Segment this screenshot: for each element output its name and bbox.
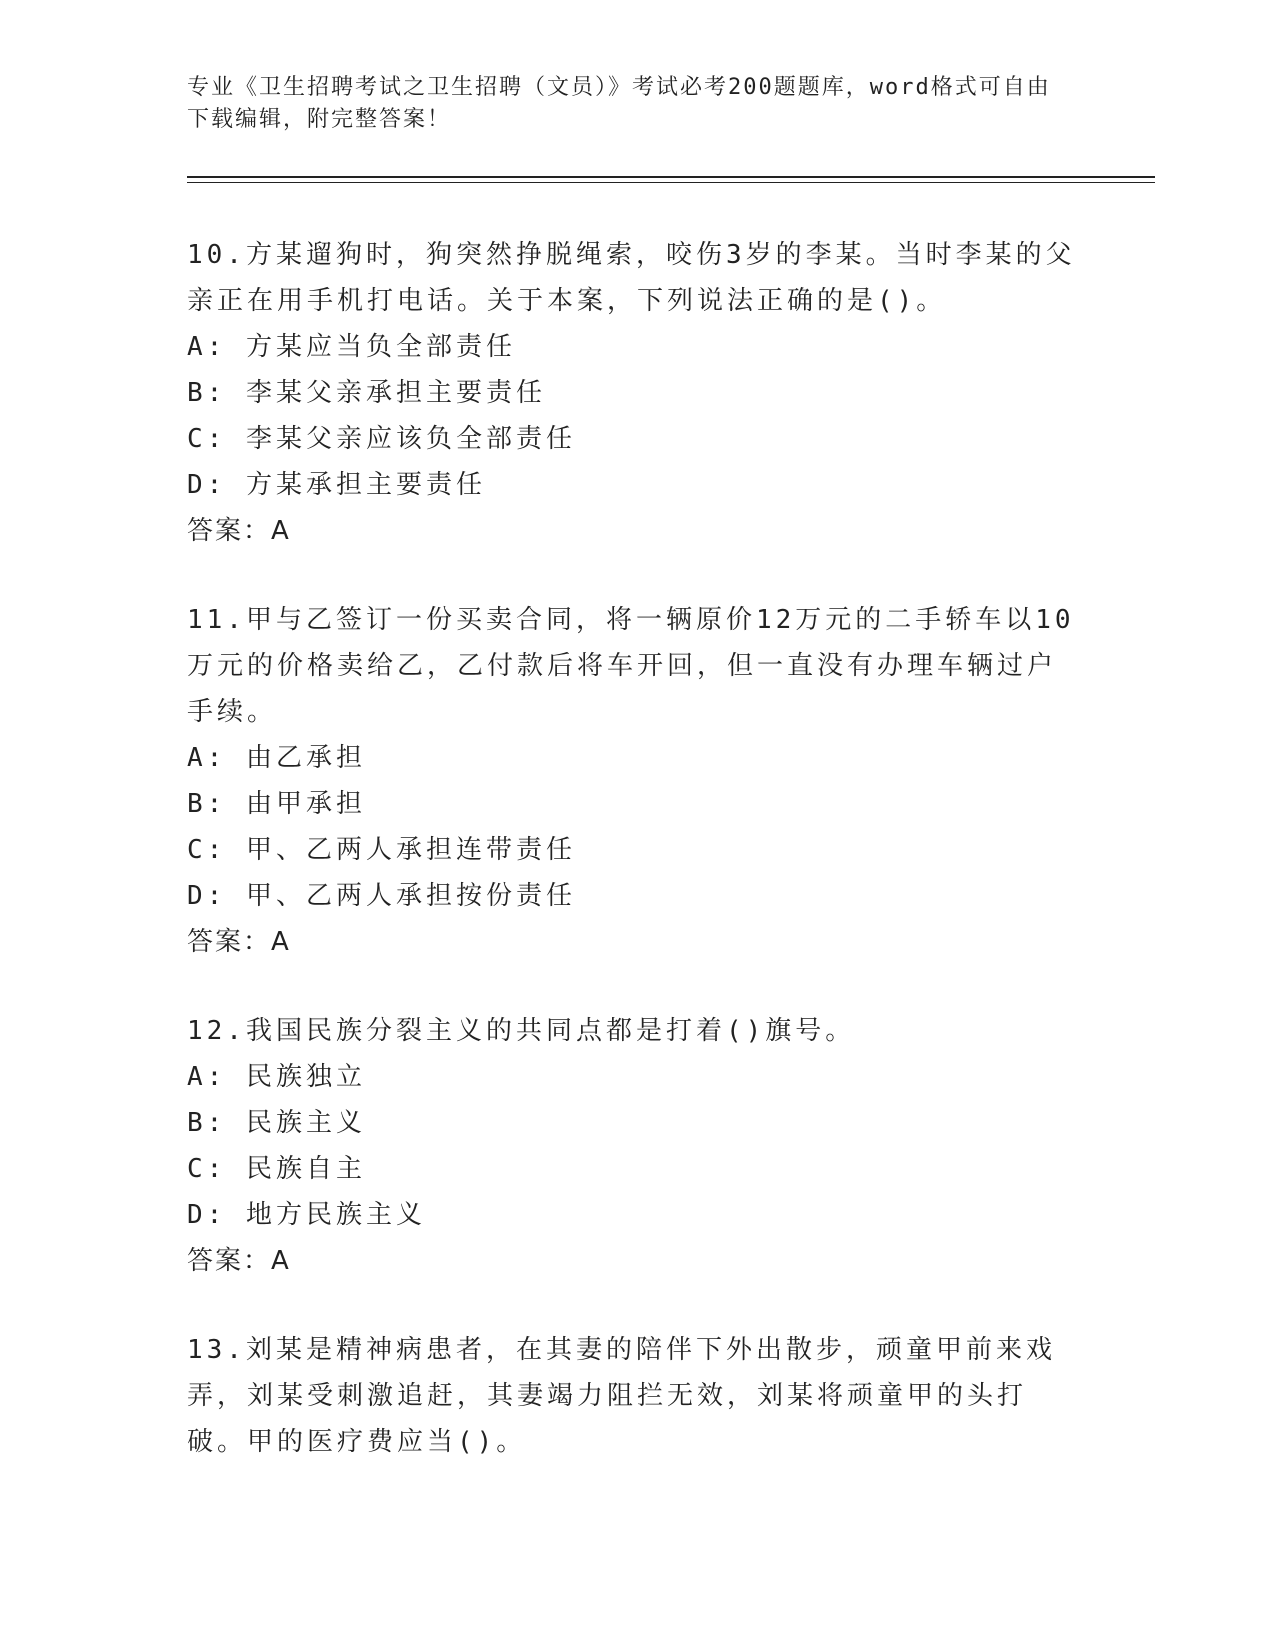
option-a: A: 民族独立: [187, 1062, 366, 1092]
question-11: [187, 597, 1077, 965]
option-c: C: 甲、乙两人承担连带责任: [187, 835, 576, 865]
question-12: [187, 1008, 1077, 1284]
answer-line: 答案：A: [187, 516, 291, 546]
question-13: [187, 1327, 1077, 1465]
option-b: B: 李某父亲承担主要责任: [187, 378, 546, 408]
answer-line: 答案：A: [187, 927, 291, 957]
question-stem: 10.方某遛狗时，狗突然挣脱绳索，咬伤3岁的李某。当时李某的父亲正在用手机打电话。关于本案，下列说法正确的是()。: [187, 240, 1076, 316]
question-10: [187, 232, 1077, 554]
answer-line: 答案：A: [187, 1246, 291, 1276]
option-b: B: 由甲承担: [187, 789, 366, 819]
header-divider-thin: [187, 182, 1155, 183]
option-a: A: 由乙承担: [187, 743, 366, 773]
question-stem: 12.我国民族分裂主义的共同点都是打着()旗号。: [187, 1016, 856, 1046]
option-c: C: 民族自主: [187, 1154, 366, 1184]
option-c: C: 李某父亲应该负全部责任: [187, 424, 576, 454]
document-intro: 专业《卫生招聘考试之卫生招聘（文员）》考试必考200题题库，word格式可自由下载编辑，附完整答案！: [187, 75, 1051, 132]
question-stem: 11.甲与乙签订一份买卖合同，将一辆原价12万元的二手轿车以10万元的价格卖给乙，乙付款后将车开回，但一直没有办理车辆过户手续。: [187, 605, 1075, 727]
option-a: A: 方某应当负全部责任: [187, 332, 516, 362]
option-d: D: 地方民族主义: [187, 1200, 426, 1230]
question-stem: 13.刘某是精神病患者，在其妻的陪伴下外出散步，顽童甲前来戏弄，刘某受刺激追赶，其妻竭力阻拦无效，刘某将顽童甲的头打破。甲的医疗费应当()。: [187, 1335, 1056, 1457]
option-d: D: 方某承担主要责任: [187, 470, 486, 500]
header-divider-thick: [187, 176, 1155, 178]
option-b: B: 民族主义: [187, 1108, 366, 1138]
question-list: [187, 232, 1077, 1508]
option-d: D: 甲、乙两人承担按份责任: [187, 881, 576, 911]
